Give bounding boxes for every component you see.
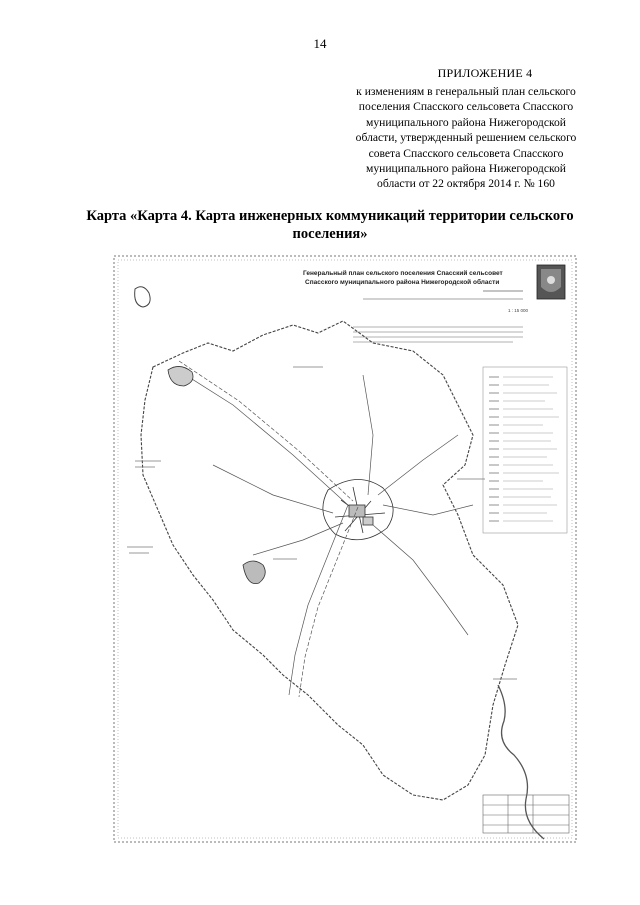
central-settlement — [323, 479, 393, 539]
map-border-inner — [118, 260, 572, 838]
appendix-line: области от 22 октября 2014 г. № 160 — [377, 177, 555, 191]
appendix-title: ПРИЛОЖЕНИЕ 4 — [437, 66, 533, 80]
coat-of-arms-icon — [537, 265, 565, 299]
appendix-line: к изменениям в генеральный план сельского — [356, 85, 576, 98]
map-legend — [483, 367, 567, 533]
infrastructure-lines — [173, 361, 473, 697]
appendix-line: совета Спасского сельсовета Спасского — [368, 146, 564, 160]
settlement-nw — [168, 366, 193, 386]
map-subtitle-blurs — [363, 291, 523, 299]
river-se — [498, 685, 544, 839]
map-title-line2: Спасского муниципального района Нижегородской области — [305, 279, 500, 286]
map-border-outer — [114, 256, 576, 842]
appendix-body — [330, 84, 602, 192]
map-heading: Карта «Карта 4. Карта инженерных коммуникаций территории сельского поселения» — [86, 208, 574, 242]
map-place-labels — [127, 367, 517, 679]
page-number: 14 — [313, 36, 327, 51]
appendix-line: муниципального района Нижегородской — [365, 162, 567, 176]
map-drawing — [113, 255, 577, 843]
lake-nw — [135, 287, 150, 307]
map-notes-blurs — [353, 327, 523, 342]
appendix-line: области, утвержденный решением сельского — [355, 131, 577, 145]
territory-boundary — [141, 321, 518, 800]
appendix-line: муниципального района Нижегородской — [365, 115, 567, 129]
map-title-line1: Генеральный план сельского поселения Спасский сельсовет — [303, 270, 503, 277]
map-scale: 1 : 15 000 — [508, 308, 529, 313]
map-image — [113, 255, 577, 843]
settlement-west — [243, 561, 265, 584]
appendix-line: поселения Спасского сельсовета Спасского — [358, 100, 574, 114]
